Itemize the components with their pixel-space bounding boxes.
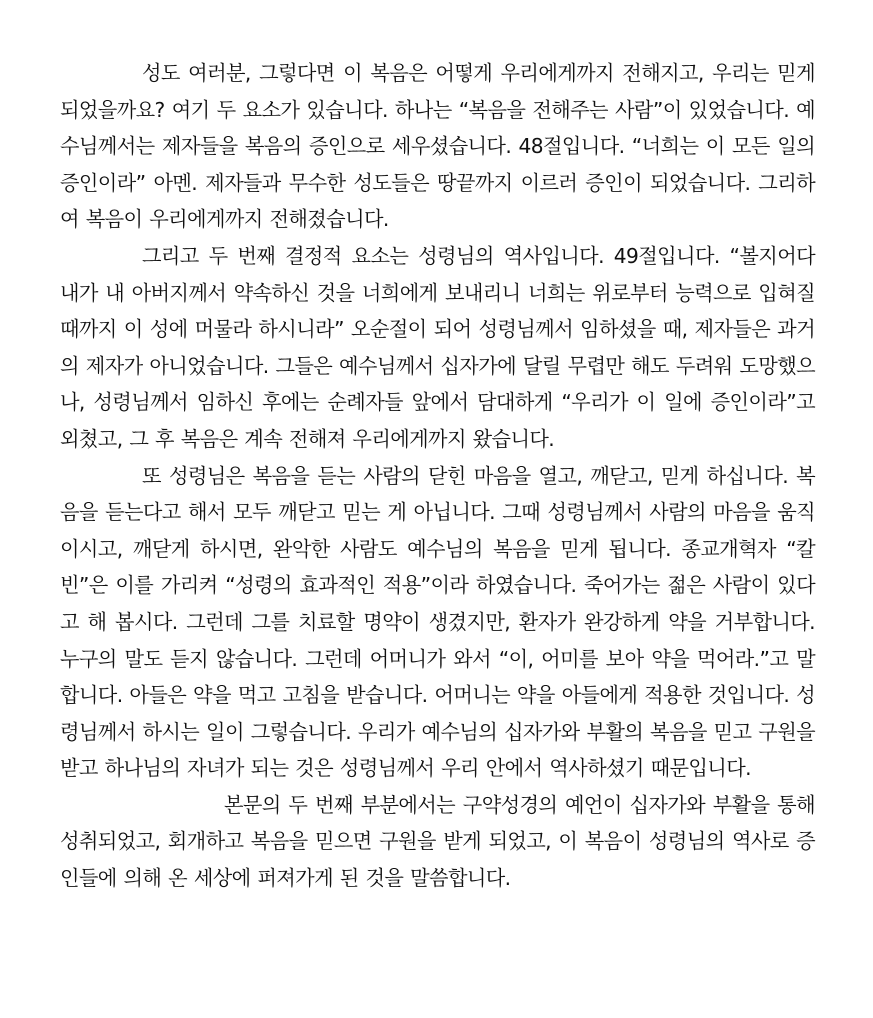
paragraph-holy-spirit-work: 그리고 두 번째 결정적 요소는 성령님의 역사입니다. 49절입니다. “볼지어다 내가 내 아버지께서 약속하신 것을 너희에게 보내리니 너희는 위로부터 능력으로 입혀질 때까지 이 성에 머물라 하시니라” 오순절이 되어 성령님께서 임하셨을 때, 제자들은 과거의 제자가 아니었습니다. 그들은 예수님께서 십자가에 달릴 무렵만 해도 두려워 도망했으나, 성령님께서 임하신 후에는 순례자들 앞에서 담대하게 “우리가 이 일에 증인이라”고 외쳤고, 그 후 복음은 계속 전해져 우리에게까지 왔습니다. — [60, 243, 815, 451]
paragraph-gospel-witnesses: 성도 여러분, 그렇다면 이 복음은 어떻게 우리에게까지 전해지고, 우리는 믿게 되었을까요? 여기 두 요소가 있습니다. 하나는 “복음을 전해주는 사람”이 있었습니다. 예수님께서는 제자들을 복음의 증인으로 세우셨습니다. 48절입니다. “너희는 이 모든 일의 증인이라” 아멘. 제자들과 무수한 성도들은 땅끝까지 이르러 증인이 되었습니다. 그리하여 복음이 우리에게까지 전해졌습니다. — [60, 61, 815, 232]
paragraph-effective-application: 또 성령님은 복음을 듣는 사람의 닫힌 마음을 열고, 깨닫고, 믿게 하십니다. 복음을 듣는다고 해서 모두 깨닫고 믿는 게 아닙니다. 그때 성령님께서 사람의 마음을 움직이시고, 깨닫게 하시면, 완악한 사람도 예수님의 복음을 믿게 됩니다. 종교개혁자 “칼빈”은 이를 가리켜 “성령의 효과적인 적용”이라 하였습니다. 죽어가는 젊은 사람이 있다고 해 봅시다. 그런데 그를 치료할 명약이 생겼지만, 환자가 완강하게 약을 거부합니다. 누구의 말도 듣지 않습니다. 그런데 어머니가 와서 “이, 어미를 보아 약을 먹어라.”고 말합니다. 아들은 약을 먹고 고침을 받습니다. 어머니는 약을 아들에게 적용한 것입니다. 성령님께서 하시는 일이 그렇습니다. 우리가 예수님의 십자가와 부활의 복음을 믿고 구원을 받고 하나님의 자녀가 되는 것은 성령님께서 우리 안에서 역사하셨기 때문입니다. — [60, 463, 815, 781]
paragraph-summary: 본문의 두 번째 부분에서는 구약성경의 예언이 십자가와 부활을 통해 성취되었고, 회개하고 복음을 믿으면 구원을 받게 되었고, 이 복음이 성령님의 역사로 증인들에 의해 온 세상에 퍼져가게 된 것을 말씀합니다. — [60, 792, 815, 891]
document-body — [60, 55, 815, 897]
